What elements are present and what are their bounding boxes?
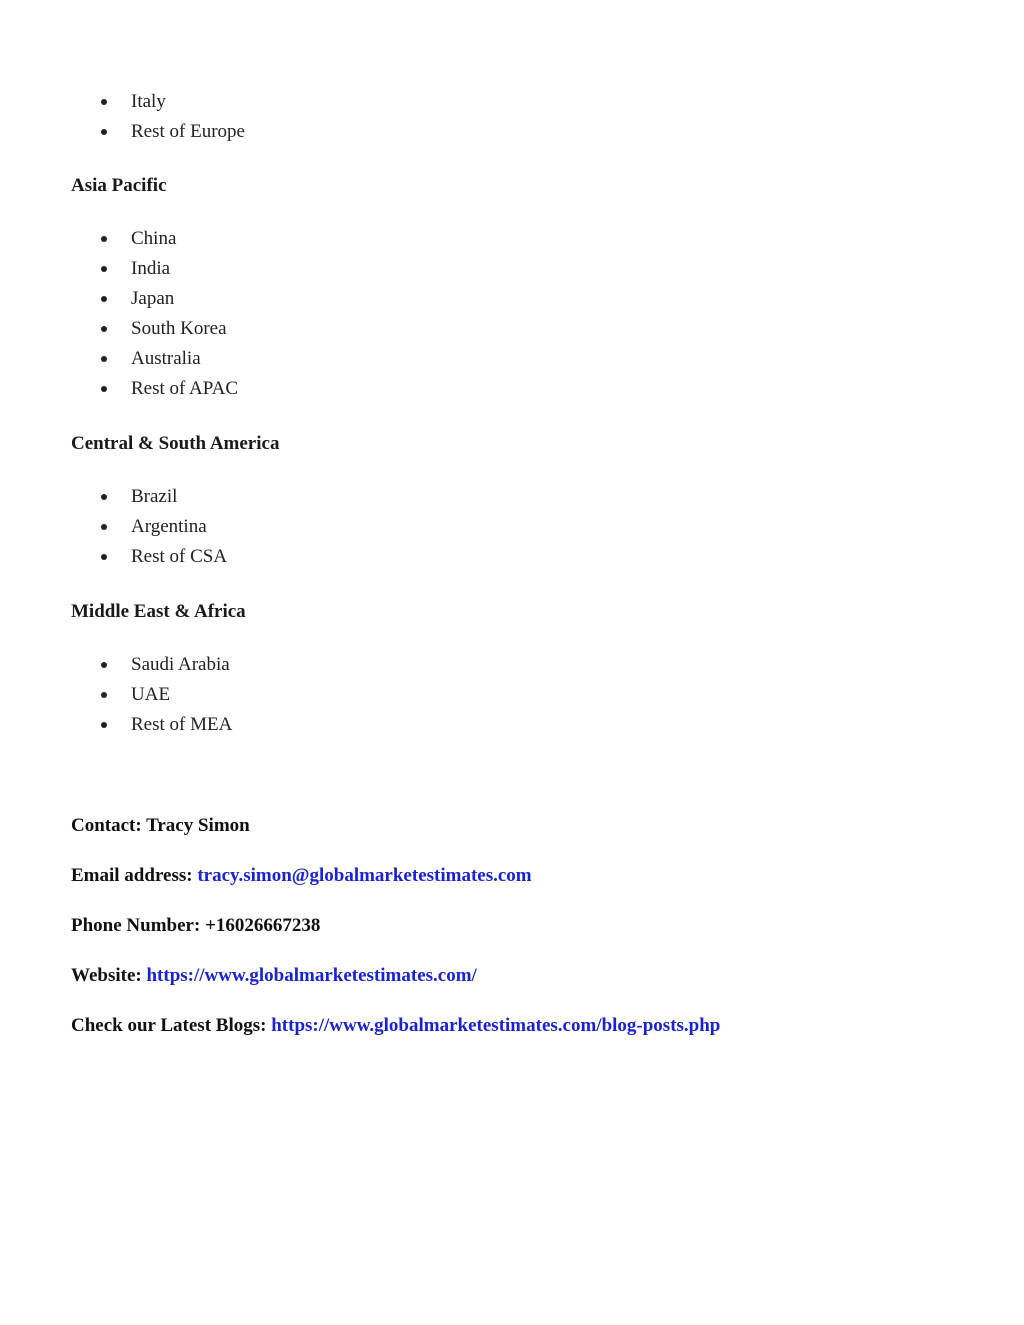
asia-pacific-heading: Asia Pacific [71, 175, 167, 196]
list-item [100, 650, 232, 680]
email-label: Email address: [71, 865, 198, 886]
central-south-america-list [100, 482, 227, 572]
list-item-label: South Korea [131, 318, 227, 339]
europe-list [100, 87, 245, 147]
bullet-icon [101, 296, 107, 302]
list-item-label: Saudi Arabia [131, 654, 230, 675]
list-item [100, 117, 245, 147]
list-item-label: Italy [131, 91, 166, 112]
blogs-label: Check our Latest Blogs: [71, 1015, 272, 1036]
list-item-label: UAE [131, 684, 171, 705]
website-label: Website: [71, 965, 147, 986]
contact-name-label: Contact: [71, 815, 147, 836]
phone-label: Phone Number: [71, 915, 206, 936]
bullet-icon [101, 662, 107, 668]
bullet-icon [101, 692, 107, 698]
list-item [100, 374, 238, 404]
contact-blogs-line [71, 1014, 720, 1038]
list-item-label: Rest of Europe [131, 121, 245, 142]
list-item [100, 87, 245, 117]
bullet-icon [101, 236, 107, 242]
bullet-icon [101, 356, 107, 362]
asia-pacific-list [100, 224, 238, 404]
bullet-icon [101, 129, 107, 135]
website-link[interactable]: https://www.globalmarketestimates.com/ [146, 965, 477, 986]
list-item-label: Rest of CSA [131, 546, 228, 567]
email-link[interactable]: tracy.simon@globalmarketestimates.com [197, 865, 532, 886]
list-item-label: Rest of APAC [131, 378, 238, 399]
list-item-label: Brazil [131, 486, 178, 507]
bullet-icon [101, 722, 107, 728]
list-item-label: China [131, 228, 177, 249]
list-item-label: Australia [131, 348, 201, 369]
blogs-link[interactable]: https://www.globalmarketestimates.com/blog-posts.php [271, 1015, 721, 1036]
list-item [100, 512, 227, 542]
list-item [100, 284, 238, 314]
list-item-label: India [131, 258, 171, 279]
bullet-icon [101, 266, 107, 272]
list-item [100, 680, 232, 710]
list-item [100, 482, 227, 512]
contact-name-value: Tracy Simon [146, 815, 250, 836]
contact-email-line [71, 864, 532, 888]
list-item [100, 542, 227, 572]
list-item [100, 254, 238, 284]
middle-east-africa-list [100, 650, 232, 740]
bullet-icon [101, 386, 107, 392]
list-item-label: Japan [131, 288, 175, 309]
bullet-icon [101, 494, 107, 500]
list-item-label: Argentina [131, 516, 207, 537]
list-item [100, 314, 238, 344]
phone-value: +16026667238 [205, 915, 321, 936]
bullet-icon [101, 99, 107, 105]
bullet-icon [101, 326, 107, 332]
bullet-icon [101, 524, 107, 530]
list-item-label: Rest of MEA [131, 714, 233, 735]
contact-name-line [71, 814, 250, 838]
bullet-icon [101, 554, 107, 560]
contact-website-line [71, 964, 477, 988]
list-item [100, 344, 238, 374]
list-item [100, 224, 238, 254]
central-south-america-heading: Central & South America [71, 433, 280, 454]
middle-east-africa-heading: Middle East & Africa [71, 601, 246, 622]
contact-phone-line [71, 914, 320, 938]
list-item [100, 710, 232, 740]
